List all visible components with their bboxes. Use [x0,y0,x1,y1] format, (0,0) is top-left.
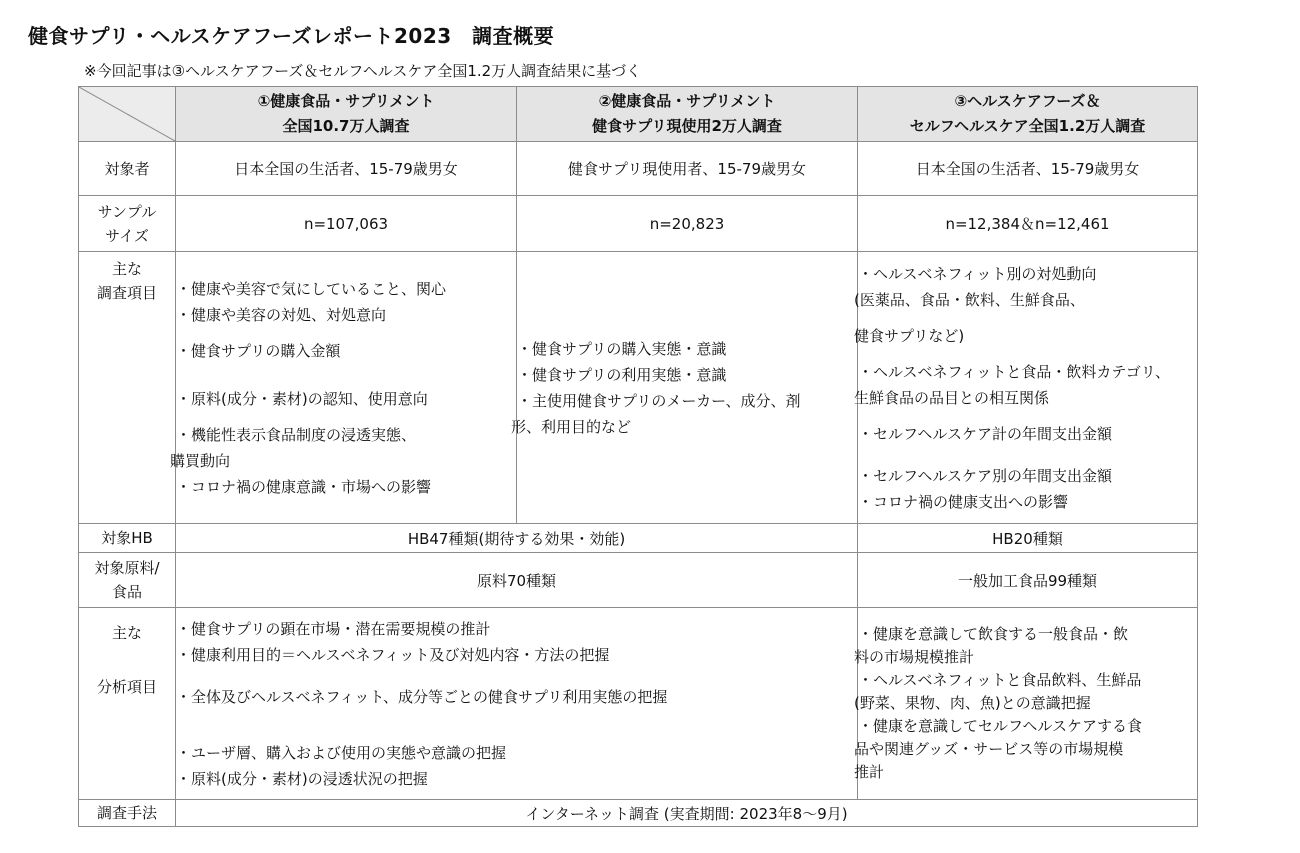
row-analysis-items-label-line1: 主な [111,624,142,642]
list-item: ・健康や美容で気にしていること、関心 [176,279,447,298]
row-target-material-label [79,553,176,608]
header-survey-2 [517,87,858,142]
cell-sample-1: n=107,063 [176,196,517,252]
cell-hb-3: HB20種類 [858,524,1198,553]
row-target-material-label-line1: 対象原料/ [94,559,160,577]
cell-sample-3: n=12,384＆n=12,461 [858,196,1198,252]
header-survey-3-line2: セルフヘルスケア全国1.2万人調査 [909,117,1146,135]
row-target [79,142,1198,196]
header-survey-3 [858,87,1198,142]
row-method [79,800,1198,827]
row-target-label: 対象者 [79,142,176,196]
cell-items-3 [854,252,1198,524]
cell-target-2: 健食サプリ現使用者、15-79歳男女 [517,142,858,196]
row-analysis-items-label [79,608,176,800]
list-item: ・健食サプリの購入実態・意識 [517,339,727,358]
list-item: 形、利用目的など [511,417,632,436]
cell-analysis-3 [854,608,1198,800]
row-sample-size-label [79,196,176,252]
row-target-material [79,553,1198,608]
list-item: ・ヘルスベネフィット別の対処動向 [858,264,1097,283]
list-item: ・健康を意識して飲食する一般食品・飲 [858,625,1129,643]
list-item: ・全体及びヘルスベネフィット、成分等ごとの健食サプリ利用実態の把握 [176,687,668,706]
row-sample-size-label-line1: サンプル [97,202,157,221]
cell-items-2 [511,252,858,524]
row-target-hb-label: 対象HB [79,524,176,553]
list-item: ・健康利用目的＝ヘルスベネフィット及び対処内容・方法の把握 [176,645,610,664]
row-sample-size-label-line2: サイズ [105,226,149,245]
row-target-material-label-line2: 食品 [111,583,142,601]
list-item: 料の市場規模推計 [854,648,975,666]
list-item: ・セルフヘルスケア計の年間支出金額 [858,424,1112,443]
row-sample-size [79,196,1198,252]
row-survey-items-label-line2: 調査項目 [96,284,157,302]
list-item: (医薬品、食品・飲料、生鮮食品、 [854,290,1085,309]
list-item: 品や関連グッズ・サービス等の市場規模 [854,740,1124,758]
cell-target-1: 日本全国の生活者、15-79歳男女 [176,142,517,196]
header-survey-1-line1: ①健康食品・サプリメント [257,92,435,110]
row-method-label: 調査手法 [79,800,176,827]
row-analysis-items-label-line2: 分析項目 [96,678,157,696]
header-row [79,87,1198,142]
cell-material-12: 原料70種類 [176,553,858,608]
cell-hb-12: HB47種類(期待する効果・効能) [176,524,858,553]
row-analysis-items [79,608,1198,800]
list-item: ・コロナ禍の健康支出への影響 [858,492,1069,511]
list-item: ・主使用健食サプリのメーカー、成分、剤 [517,391,801,410]
cell-material-3: 一般加工食品99種類 [858,553,1198,608]
header-survey-2-line2: 健食サプリ現使用2万人調査 [592,117,782,135]
cell-method: インターネット調査 (実査期間: 2023年8～9月) [176,800,1198,827]
list-item: ・健食サプリの利用実態・意識 [517,365,727,384]
list-item: ・健食サプリの顕在市場・潜在需要規模の推計 [176,619,491,638]
list-item: ・健康や美容の対処、対処意向 [176,305,387,324]
diagonal-line [79,87,175,141]
row-survey-items-label-line1: 主な [111,260,142,278]
list-item: (野菜、果物、肉、魚)との意識把握 [854,694,1091,712]
list-item: 生鮮食品の品目との相互関係 [854,388,1050,407]
list-item: 推計 [854,763,885,781]
cell-items-1 [170,252,517,524]
cell-analysis-12 [176,608,858,800]
header-survey-2-line1: ②健康食品・サプリメント [598,92,776,110]
corner-cell [79,87,176,142]
list-item: ・コロナ禍の健康意識・市場への影響 [176,477,432,496]
list-item: 健食サプリなど) [854,326,965,345]
header-survey-3-line1: ③ヘルスケアフーズ＆ [954,92,1101,110]
row-target-hb [79,524,1198,553]
row-survey-items [79,252,1198,524]
list-item: ・健食サプリの購入金額 [176,341,341,360]
cell-target-3: 日本全国の生活者、15-79歳男女 [858,142,1198,196]
list-item: ・原料(成分・素材)の認知、使用意向 [176,389,428,408]
list-item: ・健康を意識してセルフヘルスケアする食 [858,717,1142,735]
survey-overview-table [78,86,1198,827]
header-survey-1 [176,87,517,142]
list-item: ・ヘルスベネフィットと食品・飲料カテゴリ、 [858,362,1171,381]
list-item: 購買動向 [170,451,231,470]
list-item: ・ヘルスベネフィットと食品飲料、生鮮品 [858,671,1142,689]
row-survey-items-label [79,252,176,524]
source-note: ※今回記事は③ヘルスケアフーズ＆セルフヘルスケア全国1.2万人調査結果に基づく [84,62,642,80]
page-title: 健食サプリ・ヘルスケアフーズレポート2023 調査概要 [28,24,555,48]
list-item: ・原料(成分・素材)の浸透状況の把握 [176,769,428,788]
list-item: ・セルフヘルスケア別の年間支出金額 [858,466,1112,485]
list-item: ・ユーザ層、購入および使用の実態や意識の把握 [176,743,507,762]
cell-sample-2: n=20,823 [517,196,858,252]
list-item: ・機能性表示食品制度の浸透実態、 [176,425,417,444]
header-survey-1-line2: 全国10.7万人調査 [282,117,410,135]
